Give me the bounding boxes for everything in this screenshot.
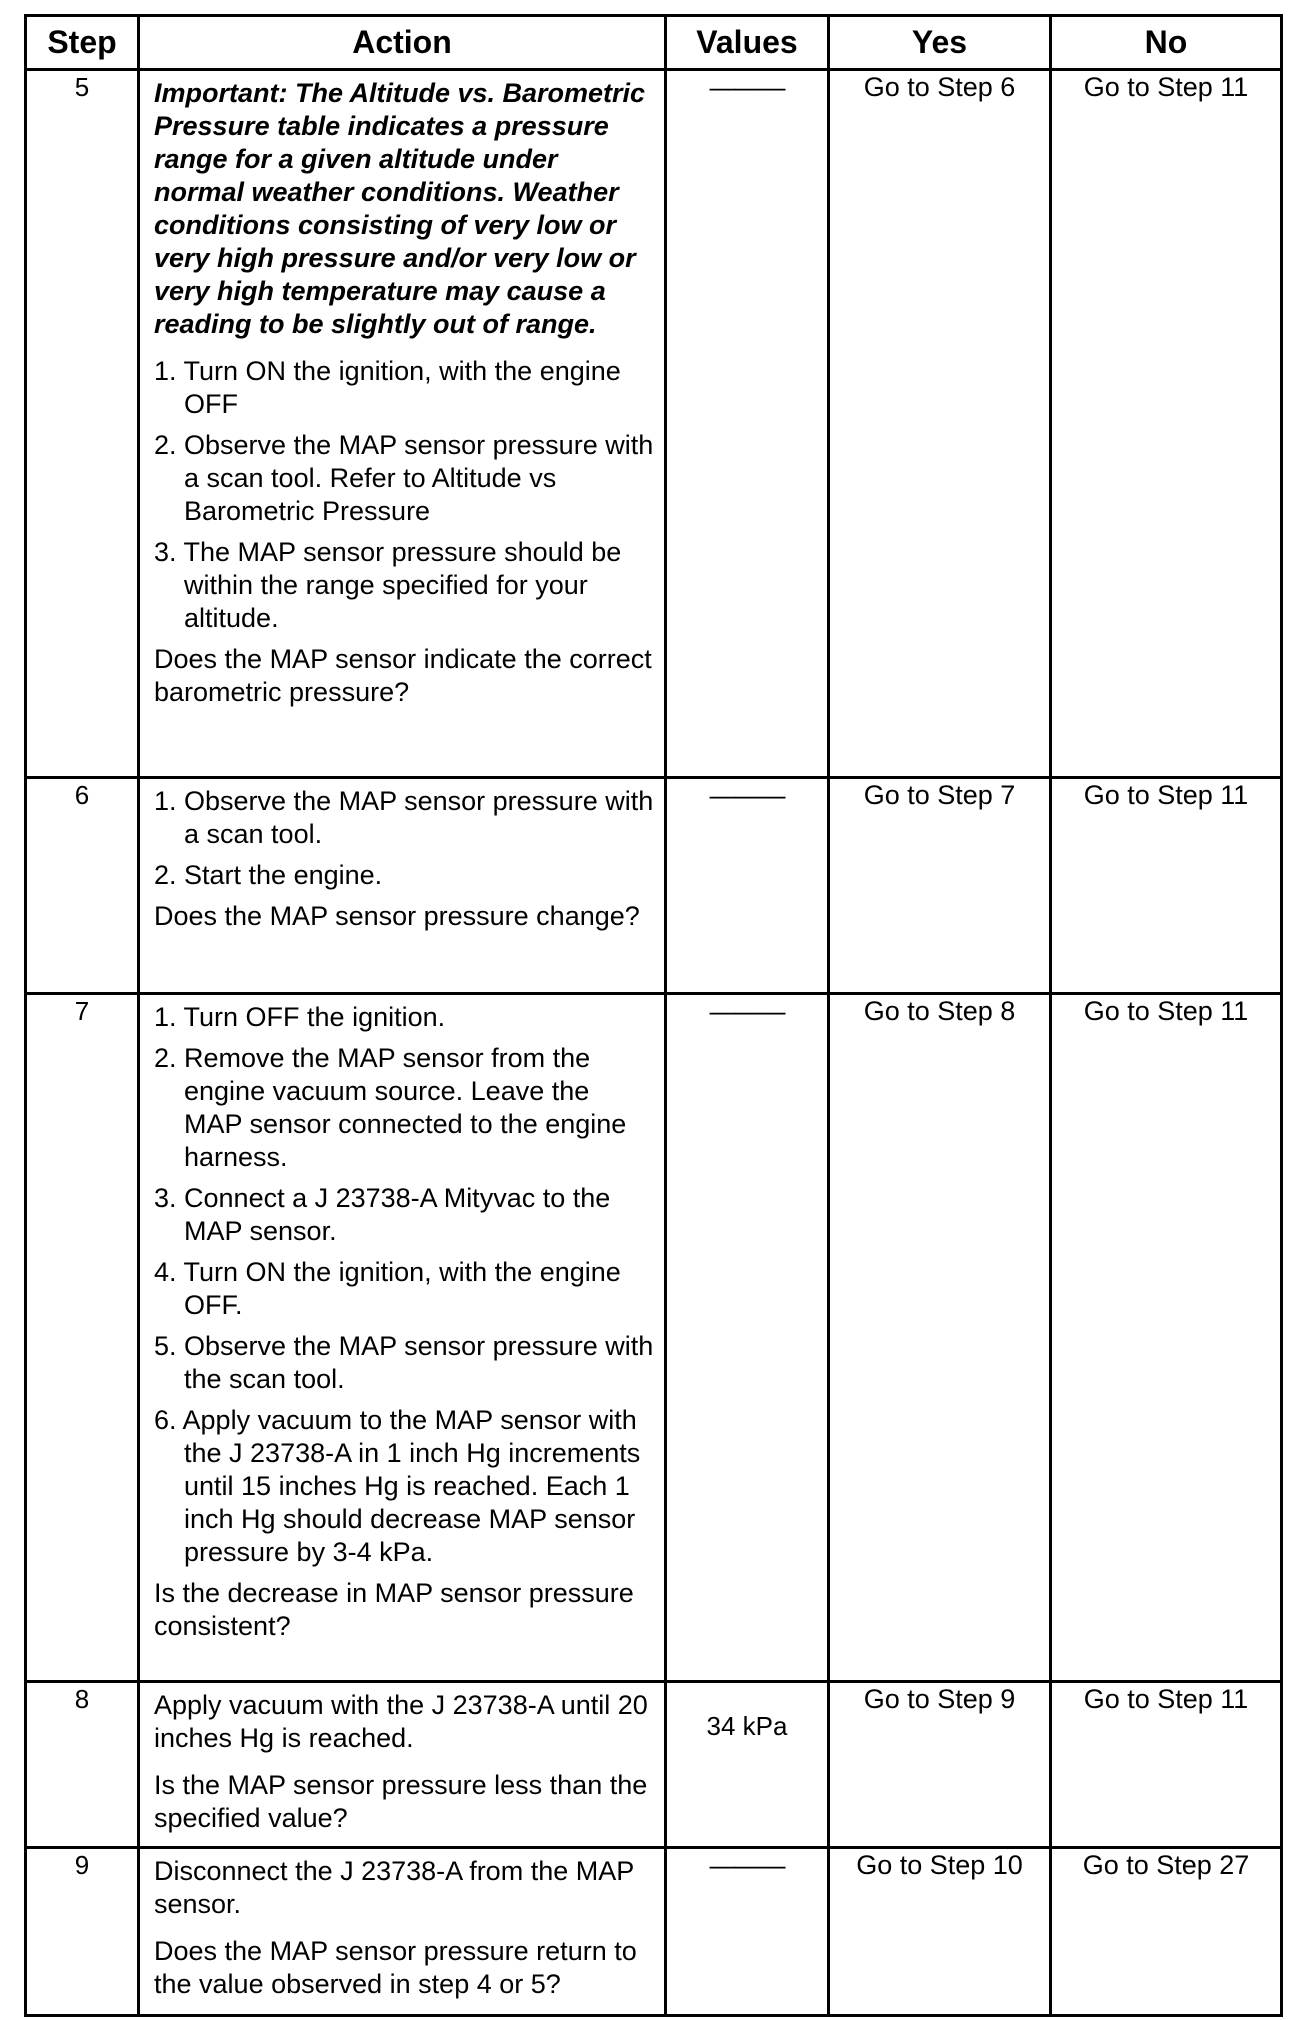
no-cell: Go to Step 27 bbox=[1051, 1848, 1282, 2016]
table-row-step-5 bbox=[26, 70, 1282, 778]
empty-value-dash: ——— bbox=[709, 72, 785, 102]
step-number: 7 bbox=[26, 994, 139, 1682]
action-step: 3. The MAP sensor pressure should be within the range specified for your altitude. bbox=[154, 537, 622, 633]
action-question: Does the MAP sensor pressure change? bbox=[154, 901, 640, 931]
diagnostic-table-page bbox=[24, 14, 1280, 2017]
table-row-step-7 bbox=[26, 994, 1282, 1682]
action-steps bbox=[154, 1001, 654, 1569]
no-cell: Go to Step 11 bbox=[1051, 778, 1282, 994]
action-step: 3. Connect a J 23738-A Mityvac to the MAP sensor. bbox=[154, 1183, 611, 1246]
action-text: Disconnect the J 23738-A from the MAP sensor. bbox=[154, 1856, 634, 1919]
header-yes: Yes bbox=[829, 16, 1051, 70]
action-step: 4. Turn ON the ignition, with the engine OFF. bbox=[154, 1257, 621, 1320]
empty-value-dash: ——— bbox=[709, 996, 785, 1026]
action-step: 6. Apply vacuum to the MAP sensor with the J 23738-A in 1 inch Hg increments until 15 inches Hg is reached. Each 1 inch Hg should decrease MAP sensor pressure by 3-4 kPa. bbox=[154, 1405, 641, 1567]
header-step: Step bbox=[26, 16, 139, 70]
yes-cell: Go to Step 7 bbox=[829, 778, 1051, 994]
action-step: 1. Turn OFF the ignition. bbox=[154, 1002, 446, 1032]
values-cell bbox=[666, 778, 829, 994]
action-cell bbox=[139, 1682, 666, 1848]
action-question: Does the MAP sensor pressure return to the value observed in step 4 or 5? bbox=[154, 1936, 637, 1999]
yes-cell: Go to Step 8 bbox=[829, 994, 1051, 1682]
action-cell bbox=[139, 1848, 666, 2016]
action-steps bbox=[154, 355, 654, 635]
action-question: Does the MAP sensor indicate the correct barometric pressure? bbox=[154, 644, 652, 707]
diagnostic-table bbox=[24, 14, 1283, 2017]
action-steps bbox=[154, 785, 654, 892]
step-number: 8 bbox=[26, 1682, 139, 1848]
header-action: Action bbox=[139, 16, 666, 70]
important-note: Important: The Altitude vs. Barometric Pressure table indicates a pressure range for a given altitude under normal weather conditions. Weather conditions consisting of very low or very high pressure and/or very low or very high temperature may cause a reading to be slightly out of range. bbox=[154, 78, 646, 339]
action-question: Is the MAP sensor pressure less than the specified value? bbox=[154, 1770, 648, 1833]
no-cell: Go to Step 11 bbox=[1051, 1682, 1282, 1848]
action-step: 2. Remove the MAP sensor from the engine vacuum source. Leave the MAP sensor connected to the engine harness. bbox=[154, 1043, 627, 1172]
action-step: 1. Observe the MAP sensor pressure with a scan tool. bbox=[154, 786, 654, 849]
yes-cell: Go to Step 6 bbox=[829, 70, 1051, 778]
no-cell: Go to Step 11 bbox=[1051, 70, 1282, 778]
values-cell bbox=[666, 1848, 829, 2016]
yes-cell: Go to Step 9 bbox=[829, 1682, 1051, 1848]
values-cell bbox=[666, 70, 829, 778]
action-text: Apply vacuum with the J 23738-A until 20 inches Hg is reached. bbox=[154, 1690, 648, 1753]
empty-value-dash: ——— bbox=[709, 780, 785, 810]
action-step: 5. Observe the MAP sensor pressure with the scan tool. bbox=[154, 1331, 654, 1394]
table-row-step-6 bbox=[26, 778, 1282, 994]
step-number: 6 bbox=[26, 778, 139, 994]
action-cell bbox=[139, 778, 666, 994]
action-step: 1. Turn ON the ignition, with the engine OFF bbox=[154, 356, 621, 419]
table-row-step-8 bbox=[26, 1682, 1282, 1848]
no-cell: Go to Step 11 bbox=[1051, 994, 1282, 1682]
values-cell bbox=[666, 994, 829, 1682]
action-question: Is the decrease in MAP sensor pressure consistent? bbox=[154, 1578, 634, 1641]
header-values: Values bbox=[666, 16, 829, 70]
action-step: 2. Start the engine. bbox=[154, 860, 383, 890]
values-cell: 34 kPa bbox=[666, 1682, 829, 1848]
header-no: No bbox=[1051, 16, 1282, 70]
table-row-step-9 bbox=[26, 1848, 1282, 2016]
action-cell bbox=[139, 994, 666, 1682]
step-number: 5 bbox=[26, 70, 139, 778]
action-step: 2. Observe the MAP sensor pressure with a scan tool. Refer to Altitude vs Barometric Pressure bbox=[154, 430, 654, 526]
step-number: 9 bbox=[26, 1848, 139, 2016]
empty-value-dash: ——— bbox=[709, 1850, 785, 1880]
action-cell bbox=[139, 70, 666, 778]
yes-cell: Go to Step 10 bbox=[829, 1848, 1051, 2016]
header-row bbox=[26, 16, 1282, 70]
